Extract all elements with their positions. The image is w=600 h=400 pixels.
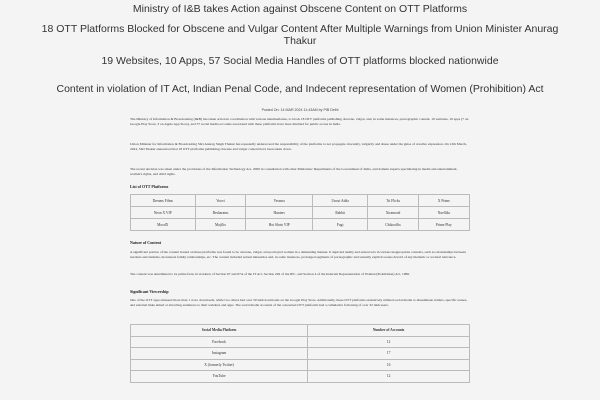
table-cell: Yessma — [246, 195, 312, 207]
paragraph-3: The recent decision was taken under the provisions of the Information Technology Act, 2000 in consultation with other Ministries/ Departments of the Government of India, and domain experts specializing in media and entertainment, women's rights, and child rights. — [130, 167, 458, 176]
table-cell: Neon X VIP — [131, 207, 196, 219]
table-cell: Besharams — [195, 207, 246, 219]
table-row — [131, 371, 470, 383]
table-cell: Fugi — [312, 219, 367, 231]
table-cell: Hunters — [246, 207, 312, 219]
nature-label: Nature of Content — [130, 240, 162, 245]
table-cell: YouTube — [131, 371, 308, 383]
table-cell: 12 — [308, 371, 470, 383]
table-cell: Voovi — [195, 195, 246, 207]
table-cell: Prime Play — [418, 219, 469, 231]
table-cell: 12 — [308, 336, 470, 348]
platforms-table — [130, 194, 470, 231]
table-row — [131, 207, 470, 219]
headline-title: Ministry of I&B takes Action against Obscene Content on OTT Platforms — [132, 3, 468, 15]
column-header: Number of Accounts — [308, 325, 470, 337]
table-cell: MoodX — [131, 219, 196, 231]
table-cell: Instagram — [131, 348, 308, 360]
table-cell: Hot Shots VIP — [246, 219, 312, 231]
table-cell: Chikooflix — [368, 219, 418, 231]
paragraph-2: Union Minister for Information & Broadcasting Shri Anurag Singh Thakur has repeatedly underscored the responsibility of the platforms to not propagate obscenity, vulgarity and abuse under the guise of creative expression. On 12th March, 2024, Shri Thakur announced that 18 OTT platforms publishing obscene and vulgar content have been taken down. — [130, 142, 467, 151]
table-cell: 17 — [308, 348, 470, 360]
headline-subtitle-1: 18 OTT Platforms Blocked for Obscene and Vulgar Content After Multiple Warnings from Union Minister Anurag Thakur — [41, 23, 559, 47]
table-cell: Facebook — [131, 336, 308, 348]
headline-subtitle-2: 19 Websites, 10 Apps, 57 Social Media Handles of OTT platforms blocked nationwide — [101, 55, 499, 67]
posted-on: Posted On: 14 MAR 2024 11:43AM by PIB Delhi — [261, 108, 339, 112]
table-cell: Dreams Films — [131, 195, 196, 207]
paragraph-5: The content was determined to be prima facie in violation of Section 67 and 67A of the IT Act, Section 292 of the IPC, and Section 4 of the Indecent Representation of Women (Prohibition) Act, 1986. — [130, 272, 410, 276]
table-cell: Xtramood — [368, 207, 418, 219]
social-handles-table — [130, 324, 470, 383]
table-cell: 16 — [308, 359, 470, 371]
paragraph-1: The Ministry of Information & Broadcasting (I&B) has taken action in coordination with various intermediaries, to block 18 OTT platforms publishing obscene, vulgar, and, in some instances, pornographic content. 19 websites, 10 apps (7 on Google Play Store, 3 on Apple App Store), and 57 social media accounts associated with these platforms have been disabled for public access in India. — [130, 117, 469, 126]
table-cell: X Prime — [418, 195, 469, 207]
table-cell: Rabbit — [312, 207, 367, 219]
table-header-row — [131, 325, 470, 337]
table-row — [131, 359, 470, 371]
table-row — [131, 195, 470, 207]
column-header: Social Media Platform — [131, 325, 308, 337]
headline-subtitle-3: Content in violation of IT Act, Indian Penal Code, and Indecent representation of Women (Prohibition) Act — [56, 83, 544, 95]
table-row — [131, 348, 470, 360]
viewership-label: Significant Viewership — [130, 289, 169, 294]
paragraph-6: One of the OTT apps amassed more than 1 crore downloads, while two others had over 50 lakh downloads on the Google Play Store. Additionally, these OTT platforms extensively utilized social media to disseminate trailers, specific scenes, and external links aimed at attracting audiences to their websites and apps. The social media accounts of the concerned OTT platforms had a cumulative following of over 32 lakh users. — [130, 298, 468, 307]
table-row — [131, 336, 470, 348]
table-cell: X (formerly Twitter) — [131, 359, 308, 371]
table-cell: Mojflix — [195, 219, 246, 231]
table-cell: Tri Flicks — [368, 195, 418, 207]
table-cell: Uncut Adda — [312, 195, 367, 207]
table-cell: Nuefliks — [418, 207, 469, 219]
table-row — [131, 219, 470, 231]
platforms-label: List of OTT Platforms — [130, 184, 169, 189]
paragraph-4: A significant portion of the content hosted on these platforms was found to be obscene, vulgar, and portrayed women in a demeaning manner. It depicted nudity and sexual acts in various inappropriate contexts, such as relationships between teachers and students, incestuous family relationships, etc. The content included sexual innuendos and, in some instances, prolonged segments of pornographic and sexually explicit scenes devoid of any thematic or societal relevance. — [130, 250, 466, 259]
